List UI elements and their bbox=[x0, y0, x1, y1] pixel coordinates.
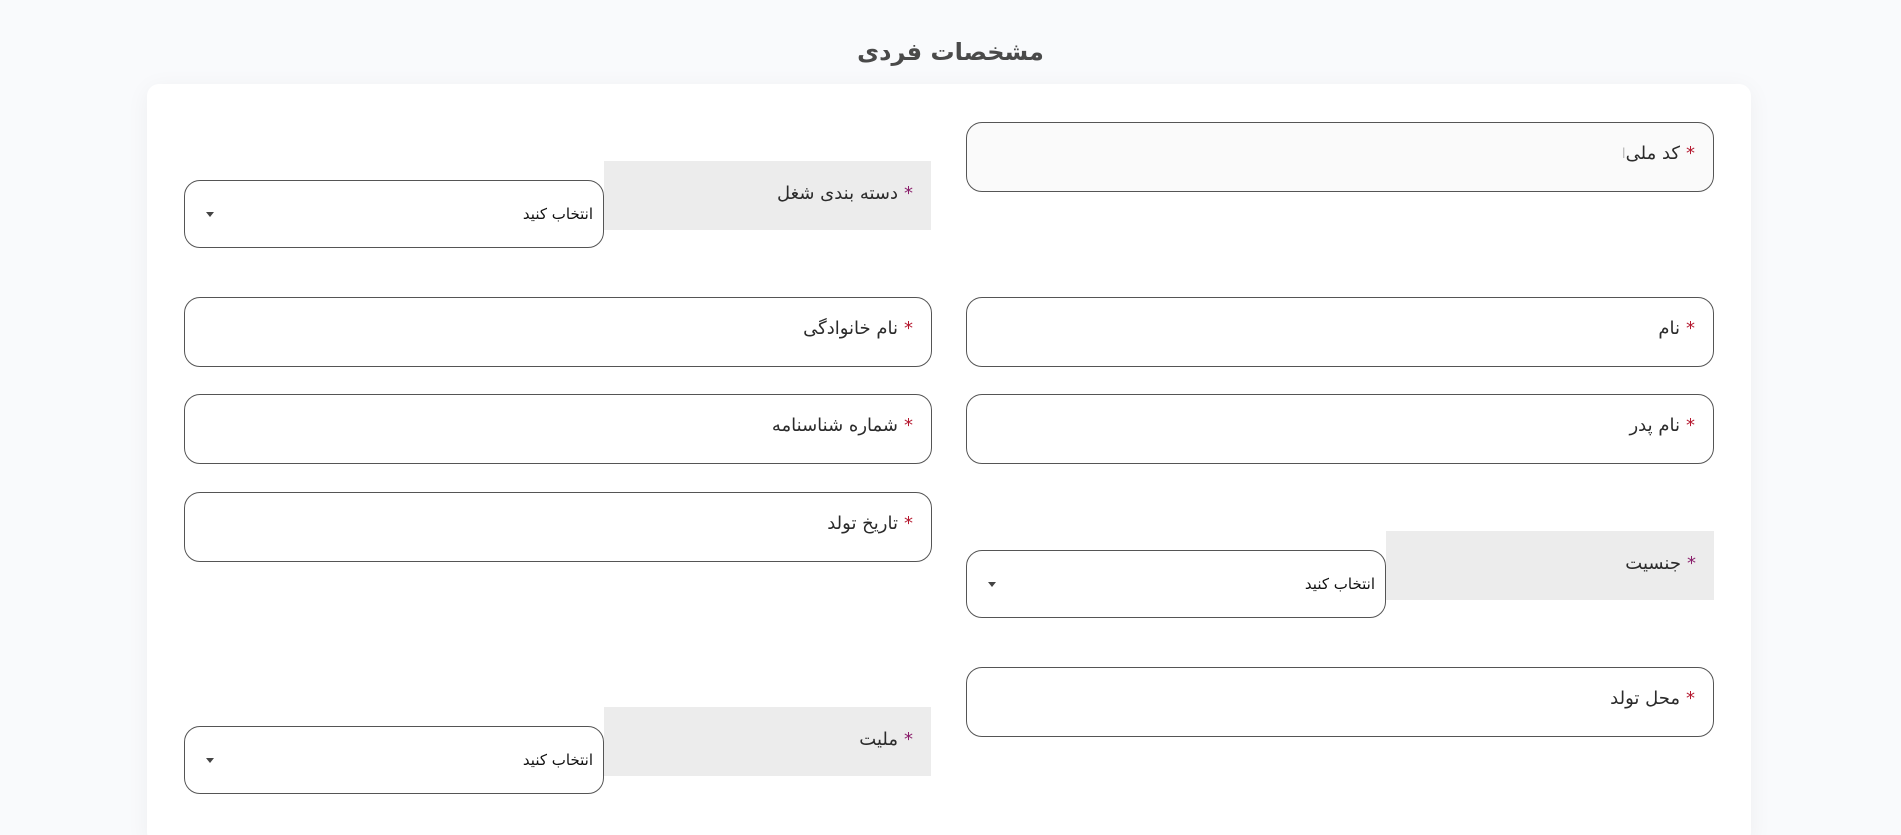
job-category-label: * دسته بندی شغل bbox=[777, 181, 913, 207]
required-star: * bbox=[904, 729, 913, 750]
job-category-label-box bbox=[604, 161, 931, 230]
id-number-label: * شماره شناسنامه bbox=[764, 413, 913, 439]
nationality-label: * ملیت bbox=[859, 727, 913, 753]
birth-place-field[interactable] bbox=[966, 667, 1714, 737]
last-name-label: * نام خانوادگی bbox=[795, 316, 913, 342]
gender-label-box bbox=[1386, 531, 1714, 600]
gender-value: انتخاب کنید bbox=[1304, 575, 1375, 593]
birth-place-label: * محل تولد bbox=[1602, 686, 1695, 712]
required-star: * bbox=[904, 513, 913, 534]
text-caret: ا bbox=[1621, 146, 1626, 162]
page-title: مشخصات فردی bbox=[857, 38, 1044, 66]
job-category-select[interactable] bbox=[184, 180, 604, 248]
dropdown-arrow-icon bbox=[206, 212, 214, 217]
required-star: * bbox=[904, 318, 913, 339]
dropdown-arrow-icon bbox=[988, 582, 996, 587]
national-code-label: * کد ملی ا bbox=[1610, 141, 1695, 167]
required-star: * bbox=[904, 415, 913, 436]
job-category-select-group bbox=[184, 161, 931, 249]
required-star: * bbox=[1686, 688, 1695, 709]
birth-date-label: * تاریخ تولد bbox=[819, 511, 913, 537]
nationality-value: انتخاب کنید bbox=[522, 751, 593, 769]
required-star: * bbox=[1686, 318, 1695, 339]
gender-select[interactable] bbox=[966, 550, 1386, 618]
gender-select-group bbox=[966, 531, 1714, 619]
father-name-field[interactable] bbox=[966, 394, 1714, 464]
gender-label: * جنسیت bbox=[1625, 551, 1696, 577]
id-number-field[interactable] bbox=[184, 394, 932, 464]
required-star: * bbox=[1686, 143, 1695, 164]
nationality-select-group bbox=[184, 707, 931, 795]
last-name-field[interactable] bbox=[184, 297, 932, 367]
job-category-value: انتخاب کنید bbox=[522, 205, 593, 223]
national-code-field[interactable] bbox=[966, 122, 1714, 192]
required-star: * bbox=[1687, 553, 1696, 574]
first-name-field[interactable] bbox=[966, 297, 1714, 367]
required-star: * bbox=[1686, 415, 1695, 436]
form-card bbox=[147, 84, 1751, 835]
nationality-select[interactable] bbox=[184, 726, 604, 794]
father-name-label: * نام پدر bbox=[1621, 413, 1695, 439]
dropdown-arrow-icon bbox=[206, 758, 214, 763]
first-name-label: * نام bbox=[1650, 316, 1695, 342]
nationality-label-box bbox=[604, 707, 931, 776]
birth-date-field[interactable] bbox=[184, 492, 932, 562]
required-star: * bbox=[904, 183, 913, 204]
